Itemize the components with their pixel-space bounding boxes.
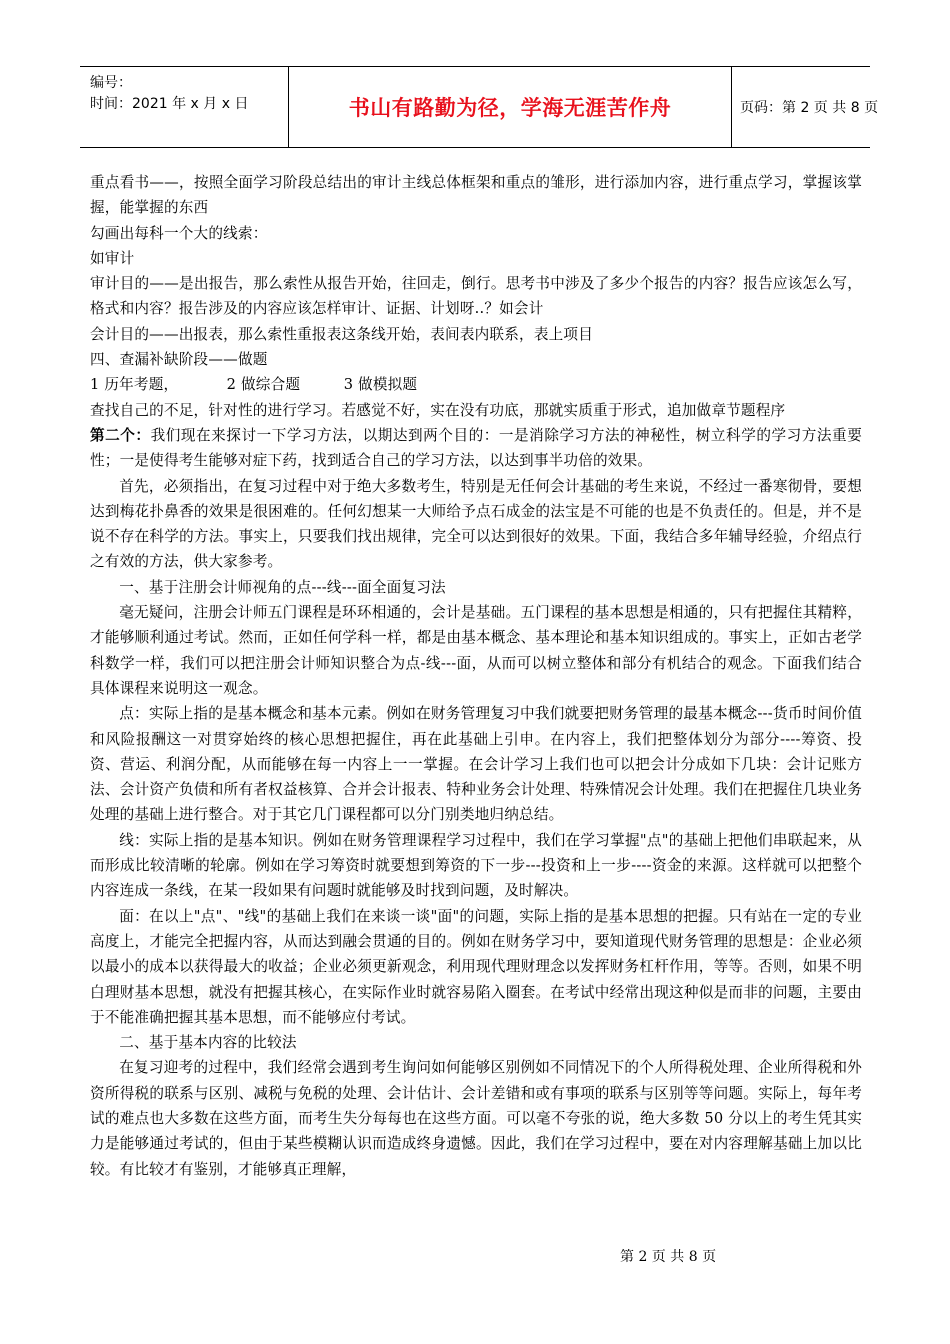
motto: 书山有路勤为径，学海无涯苦作舟 [348,96,672,120]
paragraph: 如审计 [90,249,135,267]
document-body [90,170,862,1182]
bold-lead: 第二个： [90,426,151,444]
paragraph [90,423,862,474]
number-label: 编号： [90,75,132,91]
section-heading: 二、基于基本内容的比较法 [119,1034,297,1052]
paragraph: 会计目的——出报表，那么索性重报表这条线开始，表间表内联系，表上项目 [90,325,593,343]
paragraph: 勾画出每科一个大的线索： [90,224,268,242]
paragraph-text: 我们现在来探讨一下学习方法，以期达到两个目的：一是消除学习方法的神秘性，树立科学的学习方法重要性；一是使得考生能够对症下药，找到适合自己的学习方法，以达到事半功倍的效果。 [90,426,862,470]
page-footer: 第 2 页 共 8 页 [620,1249,717,1265]
exercise-list: 1 历年考题， 2 做综合题 3 做模拟题 [90,376,418,394]
paragraph: 线：实际上指的是基本知识。例如在财务管理课程学习过程中，我们在学习掌握"点"的基础上把他们串联起来，从而形成比较清晰的轮廓。例如在学习筹资时就要想到筹资的下一步---投资和上一步----资金的来源。这样就可以把整个内容连成一条线，在某一段如果有问题时就能够及时找到问题，及时解决。 [90,831,862,900]
paragraph: 在复习迎考的过程中，我们经常会遇到考生询问如何能够区别例如不同情况下的个人所得税处理、企业所得税和外资所得税的联系与区别、减税与免税的处理、会计估计、会计差错和或有事项的联系与区别等等问题。实际上，每年考试的难点也大多数在这些方面，而考生失分每每也在这些方面。可以毫不夸张的说，绝大多数 50 分以上的考生凭其实力是能够通过考试的，但由于某些模糊认识而造成终身遗憾。因此，我们在学习过程中，要在对内容理解基础上加以比较。有比较才有鉴别，才能够真正理解， [90,1059,862,1178]
paragraph: 毫无疑问，注册会计师五门课程是环环相通的，会计是基础。五门课程的基本思想是相通的，只有把握住其精粹，才能够顺利通过考试。然而，正如任何学科一样，都是由基本概念、基本理论和基本知识组成的。事实上，正如古老学科数学一样，我们可以把注册会计师知识整合为点-线---面，从而可以树立整体和部分有机结合的观念。下面我们结合具体课程来说明这一观念。 [90,604,862,697]
page-header [80,66,879,148]
paragraph: 点：实际上指的是基本概念和基本元素。例如在财务管理复习中我们就要把财务管理的最基本概念---货币时间价值和风险报酬这一对贯穿始终的核心思想把握住，再在此基础上引申。在内容上，我们把整体划分为部分----筹资、投资、营运、利润分配，从而能够在每一内容上一一掌握。在会计学习上我们也可以把会计分成如下几块：会计记账方法、会计资产负债和所有者权益核算、合并会计报表、特种业务会计处理、特殊情况会计处理。我们在把握住几块业务处理的基础上进行整合。对于其它几门课程都可以分门别类地归纳总结。 [90,705,862,824]
paragraph: 首先，必须指出，在复习过程中对于绝大多数考生，特别是无任何会计基础的考生来说，不经过一番寒彻骨，要想达到梅花扑鼻香的效果是很困难的。任何幻想某一大师给予点石成金的法宝是不可能的也是不负责任的。但是，并不是说不存在科学的方法。事实上，只要我们找出规律，完全可以达到很好的效果。下面，我结合多年辅导经验，介绍点行之有效的方法，供大家参考。 [90,477,862,571]
header-meta [90,73,285,115]
date-label: 时间：2021 年 x 月 x 日 [90,96,249,112]
header-page-cell [740,67,878,147]
header-motto-cell [288,67,732,147]
paragraph: 查找自己的不足，针对性的进行学习。若感觉不好，实在没有功底，那就实质重于形式，追加做章节题程序 [90,401,786,419]
paragraph: 重点看书——，按照全面学习阶段总结出的审计主线总体框架和重点的雏形，进行添加内容，进行重点学习，掌握该掌握，能掌握的东西 [90,174,862,217]
paragraph: 审计目的——是出报告，那么索性从报告开始，往回走，倒行。思考书中涉及了多少个报告的内容？报告应该怎么写，格式和内容？报告涉及的内容应该怎样审计、证据、计划呀..？如会计 [90,275,862,318]
section-heading: 四、查漏补缺阶段——做题 [90,351,268,369]
page-label: 页码：第 2 页 共 8 页 [740,100,879,116]
paragraph: 面：在以上"点"、"线"的基础上我们在来谈一谈"面"的问题，实际上指的是基本思想的把握。只有站在一定的专业高度上，才能完全把握内容，从而达到融会贯通的目的。例如在财务学习中，要知道现代财务管理的思想是：企业必须以最小的成本以获得最大的收益；企业必须更新观念，利用现代理财理念以发挥财务杠杆作用，等等。否则，如果不明白理财基本思想，就没有把握其核心，在实际作业时就容易陷入圈套。在考试中经常出现这种似是而非的问题，主要由于不能准确把握其基本思想，而不能够应付考试。 [90,907,862,1026]
section-heading: 一、基于注册会计师视角的点---线---面全面复习法 [119,578,446,596]
